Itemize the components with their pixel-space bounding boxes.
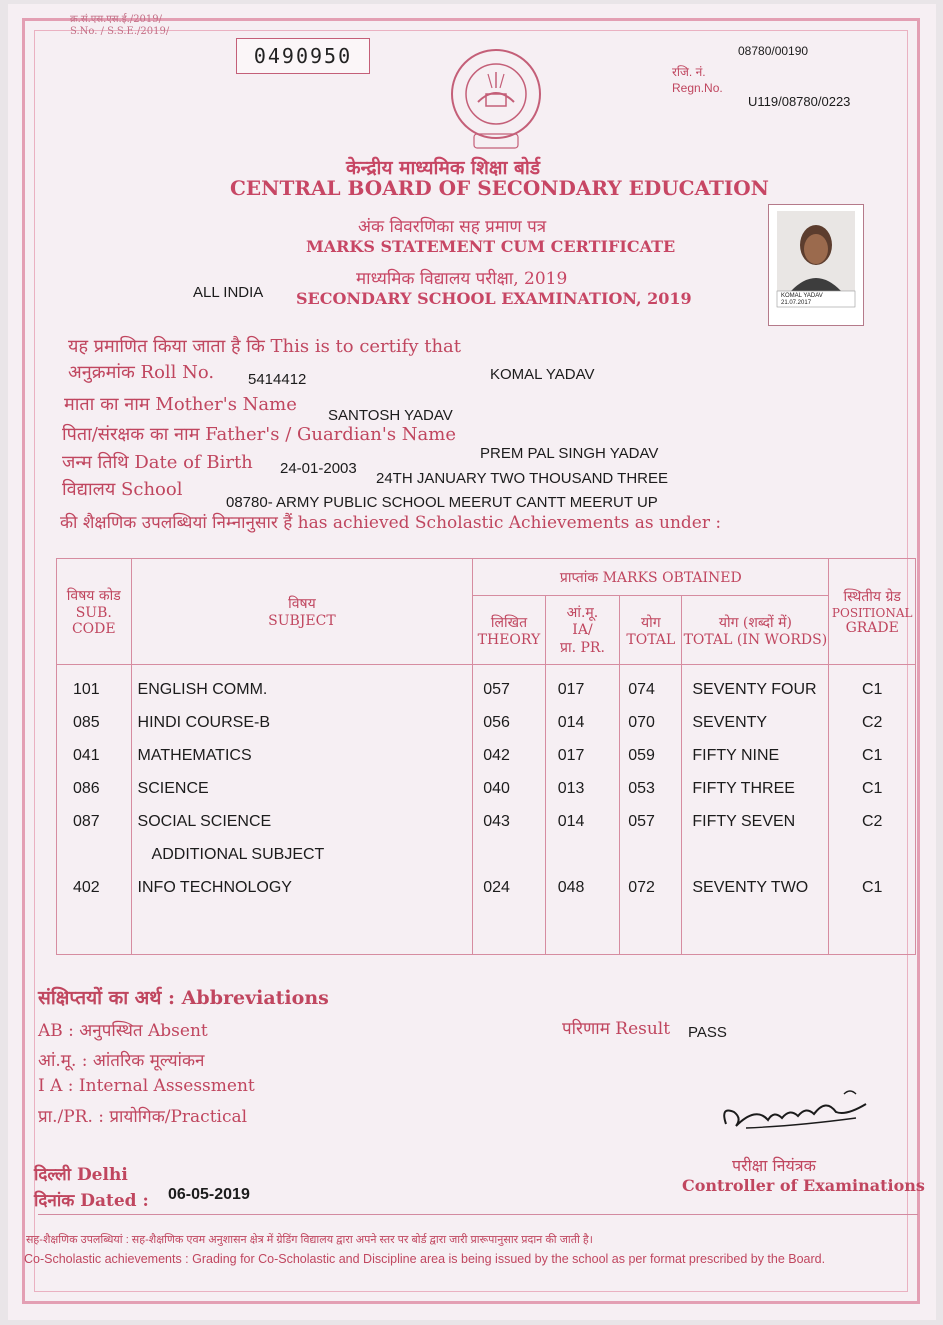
header-code [57, 559, 132, 665]
total-cell: 074 [628, 681, 655, 698]
header-code-hi: विषय कोड [66, 588, 121, 604]
header-subject-en: SUBJECT [268, 613, 336, 629]
header-subject [131, 559, 473, 665]
column-ia [545, 665, 620, 955]
photo-caption-name: KOMAL YADAV [781, 293, 823, 299]
subject-cell: SCIENCE [137, 780, 209, 797]
ia-cell: 014 [557, 813, 585, 830]
header-theory [473, 596, 545, 665]
header-total-words [682, 596, 829, 665]
student-name: KOMAL YADAV [490, 366, 595, 383]
theory-cell: 057 [483, 681, 510, 698]
theory-cell: 043 [483, 813, 510, 830]
code-cell: 087 [73, 813, 100, 830]
ia-cell: 017 [557, 747, 585, 764]
ia-cell: 048 [557, 879, 585, 896]
dob-words: 24TH JANUARY TWO THOUSAND THREE [376, 470, 669, 487]
dated-label: दिनांक Dated : [34, 1191, 149, 1211]
grade-cell: C2 [861, 714, 883, 731]
total-cell: 053 [628, 780, 655, 797]
school-name: 08780- ARMY PUBLIC SCHOOL MEERUT CANTT MEERUT UP [226, 494, 658, 511]
header-total [620, 596, 682, 665]
words-cell: SEVENTY [692, 714, 768, 731]
serial-prefix-en: S.No. / S.S.E./2019/ [70, 26, 170, 37]
column-theory [473, 665, 545, 955]
subject-cell: HINDI COURSE-B [137, 714, 270, 731]
words-cell: SEVENTY FOUR [692, 681, 817, 698]
code-cell: 086 [73, 780, 100, 797]
header-code-en-1: SUB. [75, 605, 112, 621]
words-cell: FIFTY NINE [692, 747, 780, 764]
header-words-en: TOTAL (IN WORDS) [683, 631, 828, 648]
code-cell: 402 [73, 879, 100, 896]
abbreviation-practical: प्रा./PR. : प्रायोगिक/Practical [38, 1107, 248, 1127]
mother-name: SANTOSH YADAV [328, 407, 453, 424]
certificate-sheet [8, 4, 936, 1320]
roll-label: अनुक्रमांक Roll No. [68, 362, 215, 383]
words-cell: FIFTY THREE [692, 780, 795, 797]
blank-cell [829, 838, 915, 871]
abbreviations-title-hi: संक्षिप्तयों का अर्थ : [38, 987, 176, 1009]
controller-title-english: Controller of Examinations [682, 1176, 925, 1195]
board-name-english: CENTRAL BOARD OF SECONDARY EDUCATION [230, 176, 769, 200]
header-ia-en: IA/ [572, 622, 593, 638]
blank-cell [628, 838, 681, 871]
grade-cell: C1 [861, 879, 883, 896]
exam-title-english: SECONDARY SCHOOL EXAMINATION, 2019 [296, 289, 692, 308]
registration-label-hi: रजि. नं. [672, 65, 706, 79]
controller-title-hindi: परीक्षा नियंत्रक [732, 1156, 816, 1175]
father-label: पिता/संरक्षक का नाम Father's / Guardian's Name [62, 424, 456, 445]
header-subject-hi: विषय [288, 596, 316, 612]
subject-cell: INFO TECHNOLOGY [137, 879, 292, 896]
board-name-hindi: केन्द्रीय माध्यमिक शिक्षा बोर्ड [346, 157, 540, 179]
school-reference: 08780/00190 [738, 44, 809, 58]
footer-divider [38, 1214, 918, 1215]
place: दिल्ली Delhi [34, 1165, 128, 1185]
header-ia [545, 596, 620, 665]
header-grade [829, 559, 916, 665]
grade-cell: C2 [861, 813, 883, 830]
column-subjects [131, 665, 473, 955]
registration-number: U119/08780/0223 [748, 94, 851, 109]
total-cell: 070 [628, 714, 655, 731]
dob-figures: 24-01-2003 [280, 460, 357, 477]
theory-cell: 040 [483, 780, 510, 797]
words-cell: SEVENTY TWO [692, 879, 809, 896]
mother-label: माता का नाम Mother's Name [64, 394, 297, 415]
document-title-hindi: अंक विवरणिका सह प्रमाण पत्र [358, 217, 547, 237]
grade-cell: C1 [861, 747, 883, 764]
column-total-words [682, 665, 829, 955]
header-grade-en-1: POSITIONAL [831, 606, 913, 620]
footer-note-english: Co-Scholastic achievements : Grading for Co-Scholastic and Discipline area is being issued by the school as per format prescribed by the Board. [24, 1252, 826, 1266]
header-words-hi: योग (शब्दों में) [718, 614, 792, 631]
total-cell: 072 [628, 879, 655, 896]
blank-cell [483, 838, 544, 871]
ia-cell: 013 [557, 780, 585, 797]
subject-cell: SOCIAL SCIENCE [137, 813, 272, 830]
theory-cell: 024 [483, 879, 510, 896]
subject-cell: MATHEMATICS [137, 747, 252, 764]
achievements-label: की शैक्षणिक उपलब्धियां निम्नानुसार हैं has achieved Scholastic Achievements as under : [60, 513, 722, 533]
father-name: PREM PAL SINGH YADAV [480, 445, 659, 462]
footer-note-hindi: सह-शैक्षणिक उपलब्धियां : सह-शैक्षणिक एवम अनुशासन क्षेत्र में ग्रेडिंग विद्यालय द्वारा अपने स्तर पर बोर्ड द्वारा जारी प्रारूपानुसार प्रदान की जाती है। [26, 1234, 593, 1246]
column-grade [829, 665, 916, 955]
header-grade-hi: स्थितीय ग्रेड [843, 589, 901, 605]
theory-cell: 056 [483, 714, 510, 731]
code-cell: 085 [73, 714, 100, 731]
registration-label-en: Regn.No. [672, 81, 723, 95]
code-cell: 101 [73, 681, 100, 698]
header-ia-hi: आं.मू. [566, 605, 599, 621]
ia-cell: 014 [557, 714, 585, 731]
words-cell: FIFTY SEVEN [692, 813, 796, 830]
registration-label [672, 64, 723, 96]
student-photo [768, 204, 864, 326]
result-label: परिणाम Result [562, 1019, 671, 1039]
code-cell: 041 [73, 747, 100, 764]
table-header-row-1 [57, 559, 916, 596]
abbreviation-absent: AB : अनुपस्थित Absent [38, 1021, 208, 1041]
header-theory-hi: लिखित [490, 614, 528, 631]
subject-cell: ENGLISH COMM. [137, 681, 268, 698]
header-total-hi: योग [640, 614, 661, 631]
header-marks-obtained: प्राप्तांक MARKS OBTAINED [473, 559, 829, 596]
header-grade-en-2: GRADE [845, 620, 899, 636]
total-cell: 059 [628, 747, 655, 764]
abbreviations-title [38, 984, 329, 1010]
header-code-en-2: CODE [71, 621, 116, 637]
blank-cell [73, 838, 131, 871]
additional-subject-label: ADDITIONAL SUBJECT [151, 846, 325, 863]
abbreviation-ia-hindi: आं.मू. : आंतरिक मूल्यांकन [38, 1051, 205, 1071]
certify-label: यह प्रमाणित किया जाता है कि This is to certify that [68, 336, 461, 357]
exam-title-hindi: माध्यमिक विद्यालय परीक्षा, 2019 [356, 269, 568, 289]
photo-caption [781, 293, 823, 307]
document-title-english: MARKS STATEMENT CUM CERTIFICATE [306, 237, 676, 256]
result-value: PASS [688, 1024, 727, 1041]
abbreviation-internal-assessment: I A : Internal Assessment [38, 1076, 255, 1096]
blank-cell [558, 838, 620, 871]
dob-label: जन्म तिथि Date of Birth [62, 452, 253, 473]
header-total-en: TOTAL [626, 631, 676, 648]
column-total [620, 665, 682, 955]
marks-body-row [57, 665, 916, 955]
serial-prefix [70, 14, 169, 38]
header-theory-en: THEORY [477, 631, 541, 648]
marks-table [56, 558, 916, 955]
header-ia-pr: प्रा. PR. [560, 640, 605, 656]
exam-scope: ALL INDIA [193, 284, 264, 301]
serial-number: 0490950 [236, 38, 370, 74]
cbse-seal-logo [436, 44, 556, 154]
dated-value: 06-05-2019 [168, 1186, 250, 1203]
school-label: विद्यालय School [62, 479, 183, 500]
theory-cell: 042 [483, 747, 510, 764]
column-codes [57, 665, 132, 955]
ia-cell: 017 [557, 681, 585, 698]
grade-cell: C1 [861, 780, 883, 797]
abbreviations-title-en: Abbreviations [181, 987, 329, 1009]
blank-cell [692, 838, 828, 871]
roll-number: 5414412 [248, 371, 307, 388]
grade-cell: C1 [861, 681, 883, 698]
controller-signature [716, 1086, 876, 1150]
photo-caption-date: 21.07.2017 [781, 300, 812, 306]
serial-prefix-hi: क्र.सं.एस.एस.ई./2019/ [70, 14, 163, 25]
total-cell: 057 [628, 813, 655, 830]
